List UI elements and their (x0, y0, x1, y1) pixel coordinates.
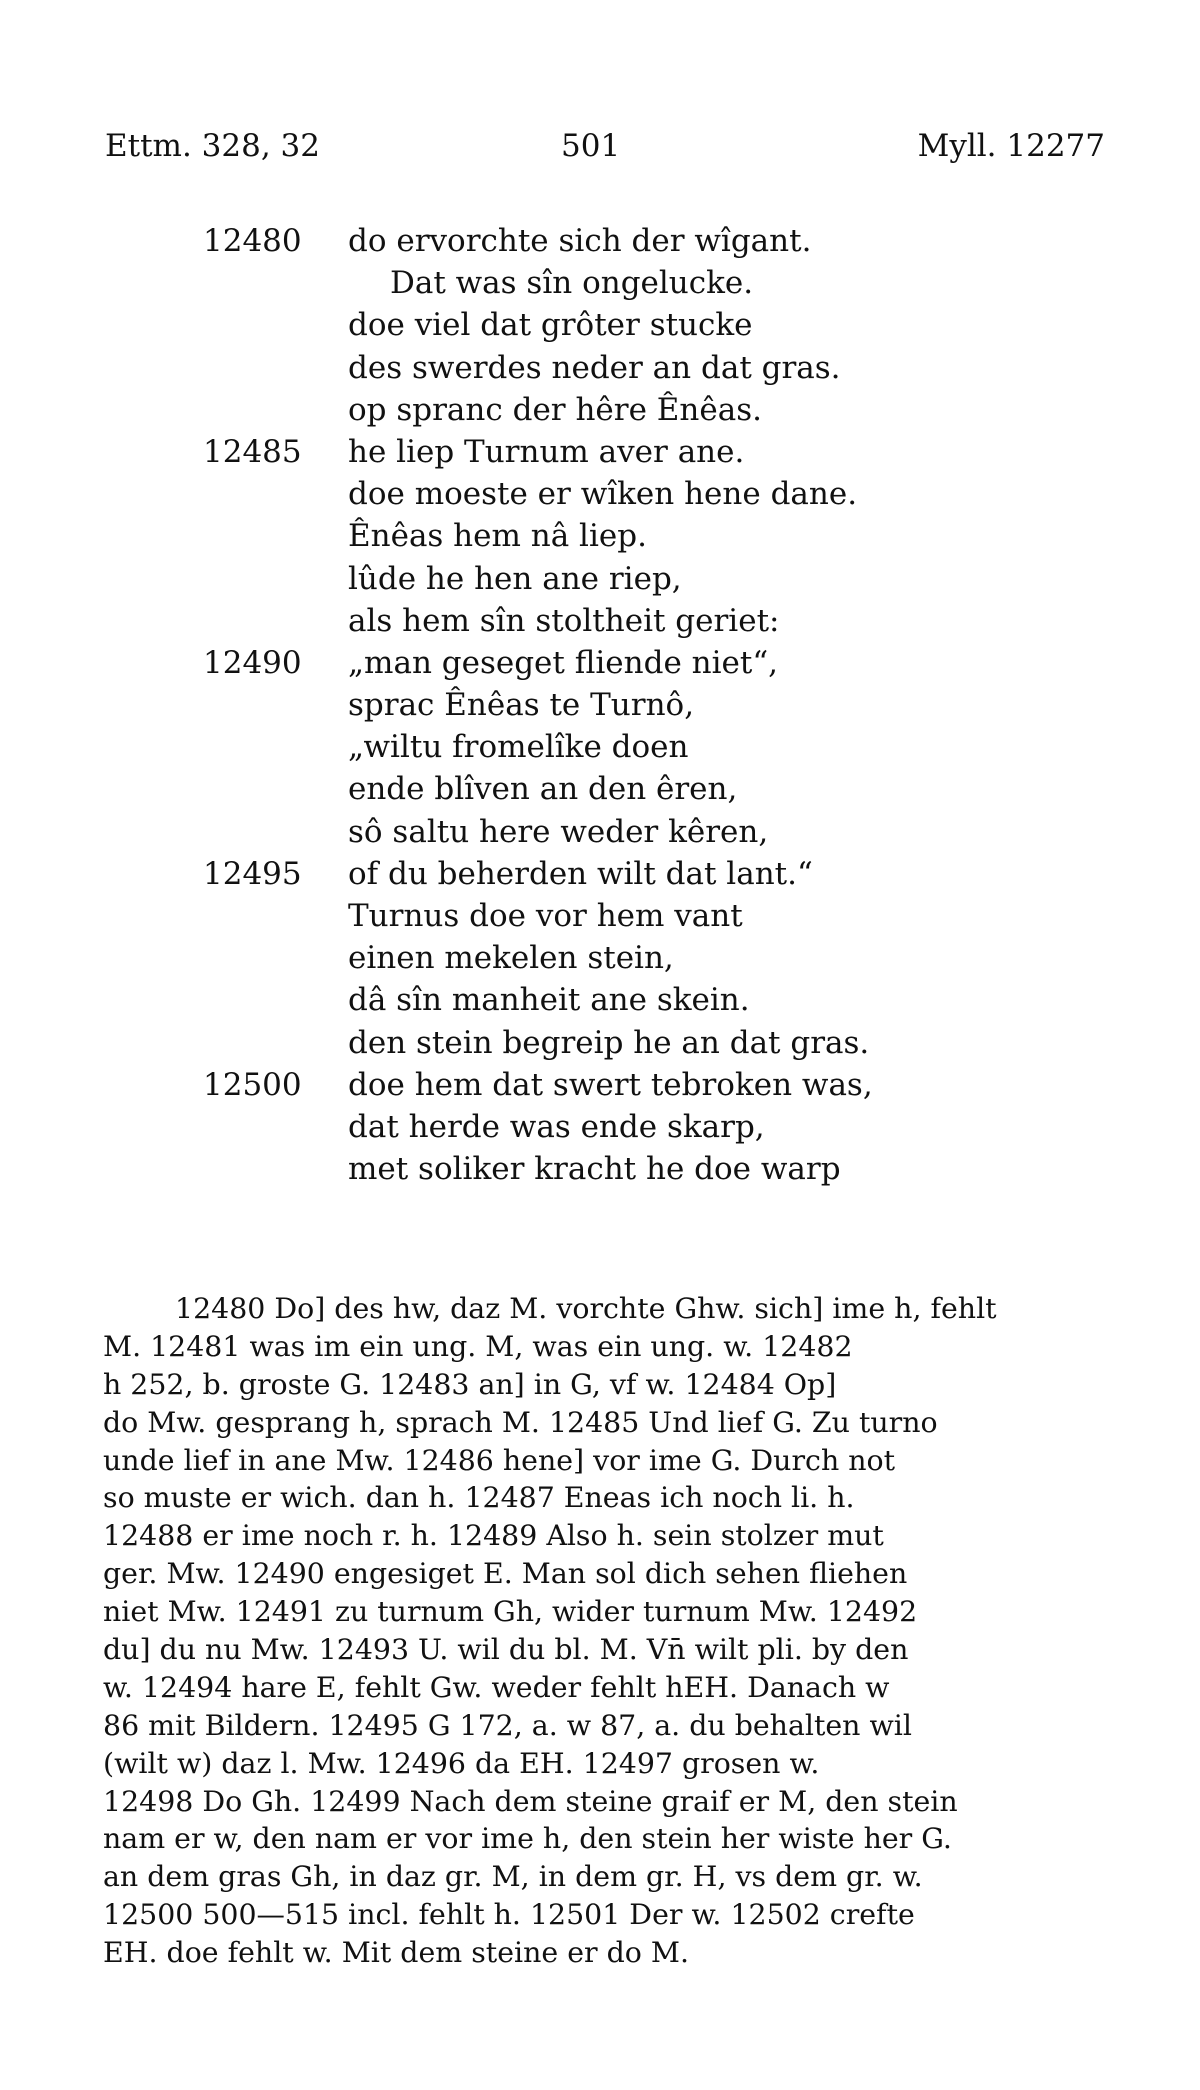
verse-line (0, 895, 1200, 937)
verse-line (0, 684, 1200, 726)
verse-line (0, 473, 1200, 515)
apparatus-line: ger. Mw. 12490 engesiget E. Man sol dich sehen fliehen (103, 1557, 908, 1591)
apparatus-line: EH. doe fehlt w. Mit dem steine er do M. (103, 1936, 689, 1970)
verse-text (0, 220, 1200, 1190)
verse-content: ende blîven an den êren, (348, 771, 738, 808)
verse-number: 12490 (203, 644, 302, 681)
apparatus-line: w. 12494 hare E, fehlt Gw. weder fehlt hEH. Danach w (103, 1670, 890, 1704)
verse-number: 12480 (203, 223, 302, 259)
verse-line (0, 1106, 1200, 1148)
verse-line (0, 642, 1200, 684)
verse-content: dat herde was ende skarp, (348, 1108, 765, 1145)
verse-content: op spranc der hêre Ênêas. (348, 391, 762, 428)
verse-content: of du beherden wilt dat lant.“ (348, 855, 813, 892)
verse-content: doe hem dat swert tebroken was, (348, 1066, 873, 1103)
verse-content: met soliker kracht he doe warp (348, 1151, 841, 1188)
verse-content: dâ sîn manheit ane skein. (348, 982, 750, 1019)
apparatus-line: 12480 Do] des hw, daz M. vorchte Ghw. sich] ime h, fehlt (175, 1292, 997, 1325)
verse-content: den stein begreip he an dat gras. (348, 1024, 870, 1061)
verse-line (0, 431, 1200, 473)
verse-line (0, 304, 1200, 346)
verse-content: do ervorchte sich der wîgant. (348, 223, 812, 259)
apparatus-line: 86 mit Bildern. 12495 G 172, a. w 87, a. du behalten wil (103, 1708, 912, 1742)
verse-content: lûde he hen ane riep, (348, 560, 682, 597)
verse-content: des swerdes neder an dat gras. (348, 349, 841, 386)
verse-line (0, 979, 1200, 1021)
verse-line (0, 558, 1200, 600)
verse-line (0, 1064, 1200, 1106)
apparatus-line: (wilt w) daz l. Mw. 12496 da EH. 12497 grosen w. (103, 1746, 820, 1780)
header-left-reference: Ettm. 328, 32 (105, 128, 320, 164)
verse-content: Turnus doe vor hem vant (348, 898, 743, 934)
apparatus-line: 12498 Do Gh. 12499 Nach dem steine graif er M, den stein (103, 1784, 958, 1818)
critical-apparatus (103, 1290, 1103, 1972)
apparatus-line: an dem gras Gh, in daz gr. M, in dem gr. H, vs dem gr. w. (103, 1860, 923, 1894)
verse-content: doe moeste er wîken hene dane. (348, 476, 858, 513)
verse-line (0, 1148, 1200, 1190)
apparatus-line: du] du nu Mw. 12493 U. wil du bl. M. Vn̄ wilt pli. by den (103, 1633, 909, 1667)
apparatus-line: so muste er wich. dan h. 12487 Eneas ich noch li. h. (103, 1481, 855, 1515)
verse-content: sô saltu here weder kêren, (348, 813, 769, 850)
verse-number: 12500 (203, 1066, 302, 1103)
apparatus-line: do Mw. gesprang h, sprach M. 12485 Und lief G. Zu turno (103, 1405, 938, 1439)
verse-number: 12495 (203, 855, 302, 892)
verse-line (0, 1022, 1200, 1064)
verse-number: 12485 (203, 433, 302, 470)
verse-line (0, 768, 1200, 810)
page-header (105, 128, 1105, 172)
verse-content: „man geseget fliende niet“, (348, 644, 779, 681)
apparatus-line: 12500 500—515 incl. fehlt h. 12501 Der w. 12502 crefte (103, 1898, 915, 1932)
verse-line (0, 347, 1200, 389)
verse-content: als hem sîn stoltheit geriet: (348, 602, 780, 639)
verse-line (0, 600, 1200, 642)
verse-line (0, 220, 1200, 262)
verse-line (0, 515, 1200, 557)
apparatus-line: nam er w, den nam er vor ime h, den stein her wiste her G. (103, 1822, 952, 1856)
verse-content: sprac Ênêas te Turnô, (348, 687, 695, 724)
verse-line (0, 389, 1200, 431)
apparatus-line: niet Mw. 12491 zu turnum Gh, wider turnum Mw. 12492 (103, 1595, 918, 1629)
verse-line (0, 262, 1200, 304)
apparatus-line: M. 12481 was im ein ung. M, was ein ung. w. 12482 (103, 1329, 853, 1363)
verse-content: Dat was sîn ongelucke. (390, 265, 754, 302)
verse-line (0, 811, 1200, 853)
verse-content: einen mekelen stein, (348, 940, 674, 977)
verse-content: he liep Turnum aver ane. (348, 433, 745, 470)
page-number: 501 (561, 128, 621, 164)
apparatus-line: unde lief in ane Mw. 12486 hene] vor ime G. Durch not (103, 1443, 896, 1477)
verse-content: „wiltu fromelîke doen (348, 729, 689, 766)
verse-content: doe viel dat grôter stucke (348, 307, 753, 344)
verse-line (0, 726, 1200, 768)
verse-content: Ênêas hem nâ liep. (348, 518, 647, 555)
verse-line (0, 937, 1200, 979)
verse-line (0, 853, 1200, 895)
apparatus-line: h 252, b. groste G. 12483 an] in G, vf w. 12484 Op] (103, 1367, 837, 1401)
header-right-reference: Myll. 12277 (917, 128, 1105, 164)
apparatus-line: 12488 er ime noch r. h. 12489 Also h. sein stolzer mut (103, 1519, 884, 1553)
